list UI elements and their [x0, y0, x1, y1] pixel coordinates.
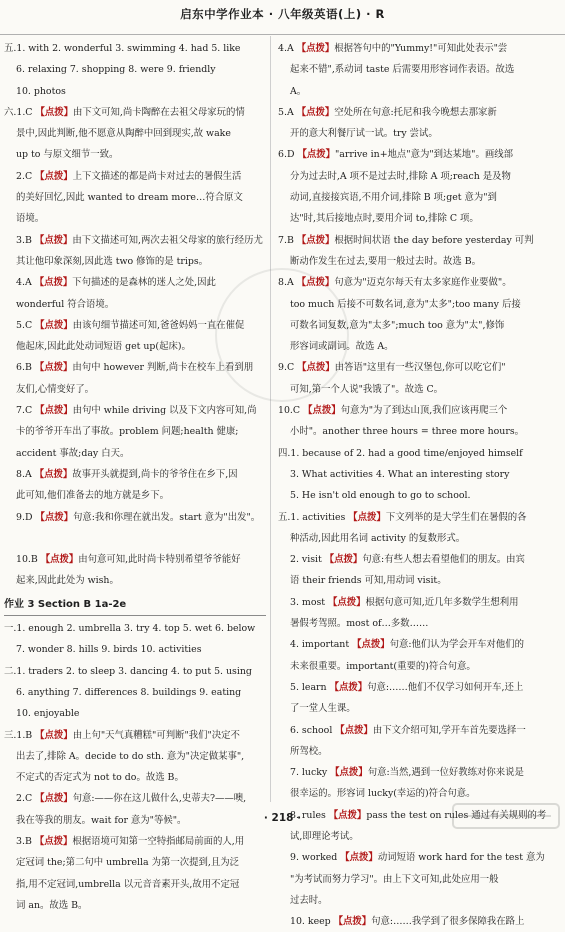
line-text: 10.C [278, 405, 304, 417]
text-line [278, 421, 540, 442]
line-text: 不定式的否定式为 not to do。故选 B。 [16, 772, 184, 784]
text-line [4, 230, 266, 251]
line-explanation: 由下文介绍可知,学开车首先要选择一 [372, 724, 526, 736]
keyword-label: 【点拨】 [296, 43, 335, 54]
text-line [4, 357, 266, 378]
keyword-label: 【点拨】 [352, 639, 390, 651]
text-line [278, 230, 540, 251]
line-text: 2. visit [290, 554, 325, 566]
line-text: 了一堂人生课。 [290, 703, 356, 715]
line-text: 的美好回忆,因此 wanted to dream more…符合原文 [16, 192, 243, 204]
line-text: 未来很重要。important(重要的)符合句意。 [290, 660, 476, 672]
line-text: 种活动,因此用名词 activity 的复数形式。 [290, 532, 466, 544]
text-line [4, 123, 266, 144]
keyword-label: 【点拨】 [328, 596, 366, 608]
text-line [278, 123, 540, 144]
text-line [278, 208, 540, 229]
line-explanation: 由下文描述可知,两次去祖父母家的旅行经历尤 [72, 234, 263, 246]
text-line [4, 166, 266, 187]
keyword-label: 【点拨】 [297, 362, 335, 374]
text-line [278, 485, 540, 506]
text-line [278, 869, 540, 890]
text-line [278, 272, 540, 293]
line-text: 6. school [290, 724, 336, 736]
text-line [4, 746, 266, 767]
text-line [278, 102, 540, 123]
line-explanation: 下文列举的是大学生们在暑假的各 [385, 511, 527, 523]
line-explanation: 句意为"迈克尔每天有太多家庭作业要做"。 [334, 277, 512, 289]
line-text: 断动作发生在过去,要用一般过去时。故选 B。 [290, 255, 481, 267]
line-text: 9. worked [290, 852, 341, 864]
line-text: 五.1. with 2. wonderful 3. swimming 4. had 5. like [4, 43, 241, 54]
text-line [278, 464, 540, 485]
line-text: 8.A [16, 468, 35, 480]
text-line [4, 788, 266, 809]
line-text: 3. most [290, 596, 329, 608]
text-line [4, 336, 266, 357]
keyword-label: 【点拨】 [34, 234, 73, 246]
keyword-label: 【点拨】 [340, 852, 378, 864]
line-text: 5. learn [290, 681, 330, 693]
text-line [278, 720, 540, 741]
keyword-label: 【点拨】 [35, 319, 73, 331]
line-explanation: 句意:他们认为学会开车对他们的 [389, 639, 525, 651]
text-line [4, 400, 266, 421]
page-header [0, 0, 565, 35]
line-text: 定冠词 the;第二句中 umbrella 为第一次提到,且为泛 [16, 857, 239, 869]
text-line [4, 102, 266, 123]
keyword-label: 【点拨】 [35, 170, 73, 182]
line-text: 我在等我的朋友。wait for 意为"等候"。 [16, 814, 187, 826]
line-explanation: 句意:——你在这儿做什么,史蒂夫?——噢, [72, 793, 247, 805]
text-line [4, 507, 266, 528]
keyword-label: 【点拨】 [335, 724, 373, 736]
text-line [4, 272, 266, 293]
text-line [4, 639, 266, 660]
line-text: 五.1. activities [278, 511, 349, 523]
text-line [4, 549, 266, 570]
line-explanation: 句意:……他们不仅学习如何开车,还上 [367, 681, 524, 693]
keyword-label: 【点拨】 [35, 511, 73, 523]
text-line [278, 570, 540, 591]
line-text: 分为过去时,A 项不是过去时,排除 A 项;reach 是及物 [290, 170, 511, 182]
text-line [4, 661, 266, 682]
line-text: 2.C [16, 170, 36, 182]
keyword-label: 【点拨】 [40, 554, 79, 566]
line-explanation: 由句中 however 判断,尚卡在校车上看到朋 [72, 362, 254, 374]
line-text: 此可知,他们准备去的地方就是乡下。 [16, 490, 169, 502]
line-text: 词 an。故选 B。 [16, 899, 88, 911]
text-line [278, 549, 540, 570]
keyword-label: 【点拨】 [348, 511, 386, 523]
text-line [278, 38, 540, 59]
line-explanation: 故事开头就提到,尚卡的爷爷住在乡下,因 [72, 468, 238, 480]
line-text: 7. wonder 8. hills 9. birds 10. activities [16, 644, 202, 656]
line-explanation: 根据答句中的"Yummy!"可知此处表示"尝 [334, 43, 508, 54]
line-explanation: 句意:我和你理在就出发。start 意为"出发"。 [72, 511, 261, 523]
line-explanation: 句意:当然,遇到一位好教练对你来说是 [367, 767, 524, 779]
text-line [278, 400, 540, 421]
line-text: 景中,因此判断,他不愿意从陶醉中回到现实,故 wake [16, 128, 231, 140]
keyword-label: 【点拨】 [324, 554, 363, 566]
text-line [4, 421, 266, 442]
text-line [278, 443, 540, 464]
line-text: 所驾校。 [290, 745, 328, 757]
line-explanation: 句意为"为了到达山顶,我们应该再爬三个 [340, 405, 508, 417]
text-line [278, 656, 540, 677]
text-line [4, 852, 266, 873]
page-number: · 218 · [263, 812, 302, 824]
text-line [4, 59, 266, 80]
text-line [278, 81, 540, 102]
text-line [278, 357, 540, 378]
line-text: 10. keep [290, 916, 334, 928]
section-heading: 作业 3 Section B 1a-2e [4, 594, 266, 616]
text-line [4, 81, 266, 102]
text-line [278, 507, 540, 528]
keyword-label: 【点拨】 [34, 277, 73, 289]
line-text: 二.1. traders 2. to sleep 3. dancing 4. to put 5. using [4, 665, 252, 677]
line-text: 7. lucky [290, 767, 331, 779]
text-line [4, 874, 266, 895]
line-explanation: 由上句"天气真糟糕"可判断"我们"决定不 [72, 729, 240, 741]
line-text: 5.A [278, 106, 297, 118]
keyword-label: 【点拨】 [296, 106, 335, 118]
text-line [4, 315, 266, 336]
keyword-label: 【点拨】 [333, 916, 372, 928]
text-line [278, 336, 540, 357]
line-text: 暑假考驾照。most of…多数…… [290, 618, 429, 630]
keyword-label: 【点拨】 [330, 767, 368, 779]
text-line [278, 890, 540, 911]
text-line [4, 38, 266, 59]
line-text: 6. anything 7. differences 8. buildings 9. eating [16, 686, 242, 698]
line-explanation: 根据语境可知第一空特指邮局前面的人,用 [72, 835, 245, 847]
line-text: 其让他印象深刻,因此选 two 修饰的是 trips。 [16, 255, 209, 267]
line-text: too much 后接不可数名词,意为"太多";too many 后接 [290, 298, 521, 310]
line-text: 3.B [16, 234, 35, 246]
text-line [278, 59, 540, 80]
line-text: accident 事故;day 白天。 [16, 447, 130, 459]
text-line [4, 208, 266, 229]
line-text: 8.A [278, 277, 297, 289]
text-line [4, 895, 266, 916]
text-line [278, 592, 540, 613]
line-text: 语 their friends 可知,用动词 visit。 [290, 575, 447, 587]
line-text: 7.C [16, 405, 36, 417]
text-line [278, 144, 540, 165]
line-text: 试,即理论考试。 [290, 830, 359, 842]
line-explanation: "arrive in+地点"意为"到达某地"。画线部 [334, 149, 513, 161]
line-text: 四.1. because of 2. had a good time/enjoyed himself [278, 447, 523, 459]
line-text: 达"时,其后接地点时,要用介词 to,排除 C 项。 [290, 213, 479, 225]
line-explanation: 上下文描述的都是尚卡对过去的暑假生活 [72, 170, 242, 182]
keyword-label: 【点拨】 [296, 234, 335, 246]
keyword-label: 【点拨】 [296, 277, 335, 289]
text-line [278, 251, 540, 272]
line-explanation: 根据时间状语 the day before yesterday 可判 [334, 234, 534, 246]
text-line [4, 464, 266, 485]
text-line [278, 847, 545, 868]
text-line [278, 166, 540, 187]
line-text: A。 [290, 85, 307, 97]
line-explanation: 空处所在句意:托尼和我今晚想去那家新 [334, 106, 497, 118]
line-explanation: 由句意可知,此时尚卡特别希望爷爷能好 [78, 554, 241, 566]
text-line [4, 725, 266, 746]
line-text: 7.B [278, 234, 297, 246]
line-text: 出去了,排除 A。decide to do sth. 意为"决定做某事", [16, 750, 245, 762]
line-text: 开的意大利餐厅试一试。try 尝试。 [290, 128, 438, 140]
line-explanation: 由该句细节描述可知,爸爸妈妈一直在催促 [72, 319, 245, 331]
text-line [278, 741, 540, 762]
text-line [4, 251, 266, 272]
line-text: 9.D [16, 511, 36, 523]
keyword-label: 【点拨】 [35, 405, 73, 417]
text-line [4, 618, 266, 639]
text-line [4, 379, 266, 400]
line-text: 起来,因此此处为 wish。 [16, 575, 119, 587]
line-text: 6.D [278, 149, 298, 161]
line-text: 三.1.B [4, 729, 36, 741]
line-text: 语境。 [16, 213, 45, 225]
line-text: 5.C [16, 319, 36, 331]
line-text: 可知,第一个人说"我饿了"。故选 C。 [290, 383, 444, 395]
keyword-label: 【点拨】 [35, 793, 73, 805]
line-text: 8. rules [290, 809, 329, 821]
text-line [278, 613, 540, 634]
text-line [278, 698, 540, 719]
line-text: 3. What activities 4. What an interesting story [290, 468, 510, 480]
line-text: 3.B [16, 835, 35, 847]
keyword-label: 【点拨】 [34, 468, 73, 480]
column-divider [270, 36, 271, 802]
line-explanation: 由答语"这里有一些汉堡包,你可以吃它们" [334, 362, 506, 374]
line-text: 5. He isn't old enough to go to school. [290, 490, 471, 502]
text-line [4, 443, 266, 464]
line-explanation: 由下文可知,尚卡陶醉在去祖父母家玩的情 [72, 106, 245, 118]
text-line [4, 294, 266, 315]
keyword-label: 【点拨】 [35, 729, 73, 741]
text-line [4, 144, 266, 165]
keyword-label: 【点拨】 [35, 106, 73, 118]
line-text: 一.1. enough 2. umbrella 3. try 4. top 5. wet 6. below [4, 623, 256, 635]
text-line [278, 911, 540, 932]
line-explanation: 句意:……我学到了很多保障我在路上 [371, 916, 525, 928]
line-explanation: 根据句意可知,近几年多数学生想利用 [365, 596, 519, 608]
line-text: 10.B [16, 554, 41, 566]
text-line [278, 528, 540, 549]
line-text: 10. enjoyable [16, 708, 80, 720]
left-column [4, 38, 266, 911]
keyword-label: 【点拨】 [34, 835, 73, 847]
line-text: 过去时。 [290, 894, 328, 906]
line-text: 友们,心情变好了。 [16, 383, 94, 395]
line-text: 4.A [16, 277, 35, 289]
line-text: 4. important [290, 639, 353, 651]
line-text: 2.C [16, 793, 36, 805]
line-text: 起来不错",系动词 taste 后需要用形容词作表语。故选 [290, 64, 515, 76]
text-line [4, 831, 266, 852]
line-explanation: 动词短语 work hard for the test 意为 [377, 852, 545, 864]
line-explanation: 句意:有些人想去看望他们的朋友。由宾 [362, 554, 525, 566]
keyword-label: 【点拨】 [303, 405, 341, 417]
watermark-logo [451, 800, 561, 832]
line-text: 9.C [278, 362, 298, 374]
text-line [278, 379, 540, 400]
line-text: 形容词或副词。故选 A。 [290, 341, 394, 353]
line-text: 他起床,因此此处动词短语 get up(起床)。 [16, 341, 191, 353]
line-text: 10. photos [16, 85, 66, 97]
header-title: 启东中学作业本 · 八年级英语(上) · R [180, 7, 385, 21]
text-line [4, 485, 266, 506]
line-text: 4.A [278, 43, 297, 54]
line-explanation: 由句中 while driving 以及下文内容可知,尚 [72, 405, 257, 417]
text-line [4, 570, 266, 591]
text-line [278, 315, 540, 336]
line-text: 卡的爷爷开车出了事故。problem 问题;health 健康; [16, 426, 239, 438]
text-line [4, 187, 266, 208]
text-line [4, 703, 266, 724]
line-explanation: 下句描述的是森林的迷人之处,因此 [72, 277, 216, 289]
line-text: 小时"。another three hours = three more hours。 [290, 426, 525, 438]
line-text: "为考试而努力学习"。由上下文可知,此处应用一般 [290, 873, 499, 885]
text-line [278, 634, 540, 655]
line-text: 指,用不定冠词,umbrella 以元音音素开头,故用不定冠 [16, 878, 240, 890]
text-line [4, 767, 266, 788]
keyword-label: 【点拨】 [34, 362, 73, 374]
keyword-label: 【点拨】 [329, 681, 368, 693]
line-text: 六.1.C [4, 106, 36, 118]
line-text: 动词,直接接宾语,不用介词,排除 B 项;get 意为"到 [290, 192, 497, 204]
line-text: 很幸运的。形容词 lucky(幸运的)符合句意。 [290, 788, 476, 800]
line-explanation: pass the test on rules 通过有关规则的考 [366, 809, 547, 821]
line-text: wonderful 符合语境。 [16, 298, 115, 310]
text-line [278, 762, 540, 783]
keyword-label: 【点拨】 [328, 809, 367, 821]
line-text: up to 与原文细节一致。 [16, 149, 119, 161]
keyword-label: 【点拨】 [297, 149, 335, 161]
line-text: 可数名词复数,意为"太多";much too 意为"太",修饰 [290, 319, 505, 331]
line-text: 6.B [16, 362, 35, 374]
text-line [4, 528, 266, 549]
text-line [278, 677, 540, 698]
line-text: 6. relaxing 7. shopping 8. were 9. friendly [16, 64, 216, 76]
text-line [278, 294, 540, 315]
text-line [278, 187, 540, 208]
text-line [4, 682, 266, 703]
